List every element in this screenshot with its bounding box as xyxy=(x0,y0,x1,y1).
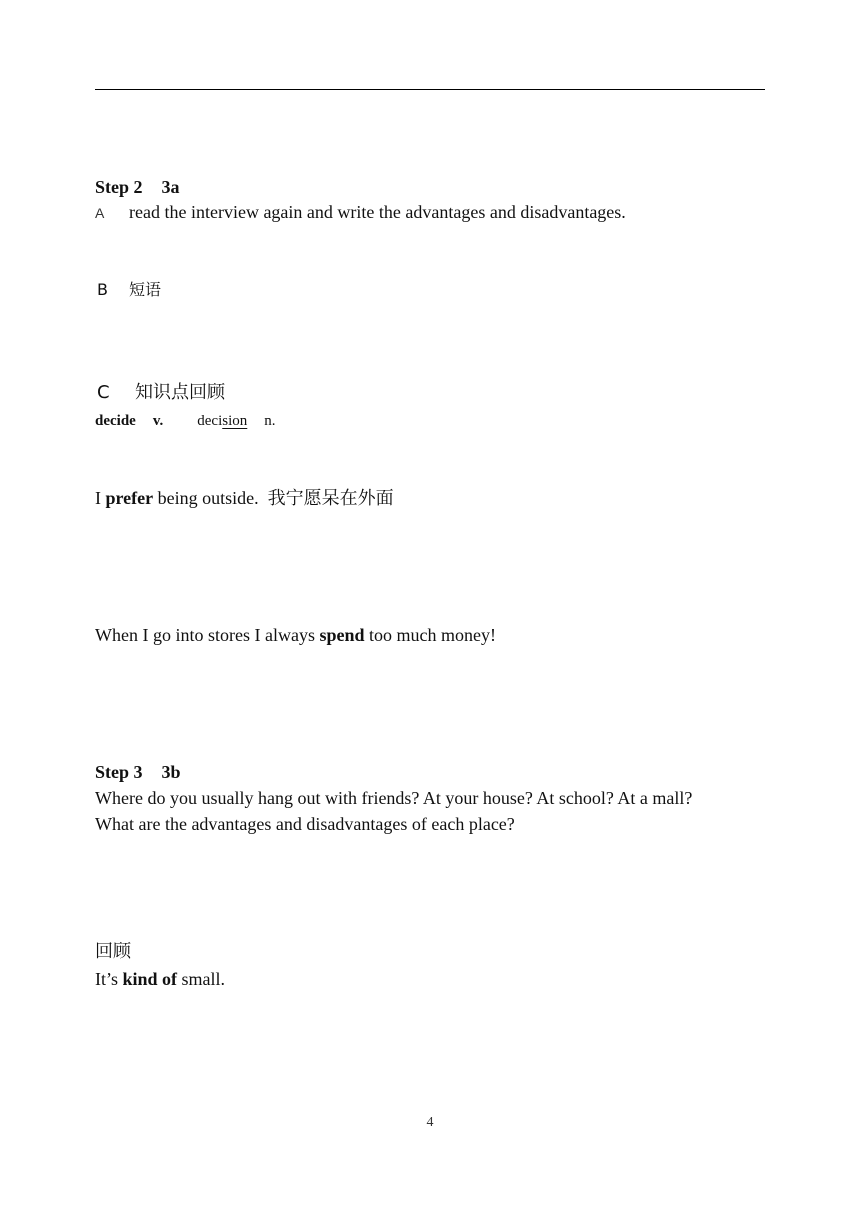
word-forms-line xyxy=(95,410,276,432)
prefer-keyword: prefer xyxy=(105,488,154,508)
noun-stem: deci xyxy=(197,413,223,429)
step3-line2: What are the advantages and disadvantages of each place? xyxy=(95,814,515,834)
step2-code: 3a xyxy=(161,177,180,197)
prefer-translation: 我宁愿呆在外面 xyxy=(267,488,394,509)
item-c xyxy=(95,382,225,404)
item-c-letter: C xyxy=(97,382,110,403)
review-keyword: kind of xyxy=(122,969,178,989)
item-b-text: 短语 xyxy=(129,280,162,299)
review-before: It’s xyxy=(95,969,123,989)
spend-before: When I go into stores I always xyxy=(95,625,320,645)
step3-line1: Where do you usually hang out with friends? At your house? At school? At a mall? xyxy=(95,788,693,808)
noun-pos: n. xyxy=(264,413,276,429)
header-rule xyxy=(95,89,765,90)
item-a-text: read the interview again and write the advantages and disadvantages. xyxy=(129,202,626,222)
item-c-text: 知识点回顾 xyxy=(135,382,225,403)
step2-heading xyxy=(95,176,180,198)
review-after: small. xyxy=(177,969,226,989)
step2-title: Step 2 xyxy=(95,177,143,197)
step3-code: 3b xyxy=(161,762,181,782)
review-sentence xyxy=(95,968,225,990)
item-a xyxy=(95,201,626,224)
spend-keyword: spend xyxy=(319,625,365,645)
spend-after: too much money! xyxy=(364,625,496,645)
prefer-after: being outside. xyxy=(153,488,259,508)
noun-suffix: sion xyxy=(222,413,248,429)
verb-pos: v. xyxy=(152,413,164,429)
prefer-sentence xyxy=(95,487,394,510)
step3-heading xyxy=(95,761,181,783)
item-b-letter: B xyxy=(97,280,108,299)
prefer-before: I xyxy=(95,488,106,508)
item-a-letter: A xyxy=(95,205,105,221)
item-b xyxy=(95,279,161,301)
page-number: 4 xyxy=(426,1115,434,1130)
spend-sentence xyxy=(95,624,496,646)
verb-word: decide xyxy=(95,413,136,429)
review-heading: 回顾 xyxy=(95,941,131,962)
step3-title: Step 3 xyxy=(95,762,143,782)
